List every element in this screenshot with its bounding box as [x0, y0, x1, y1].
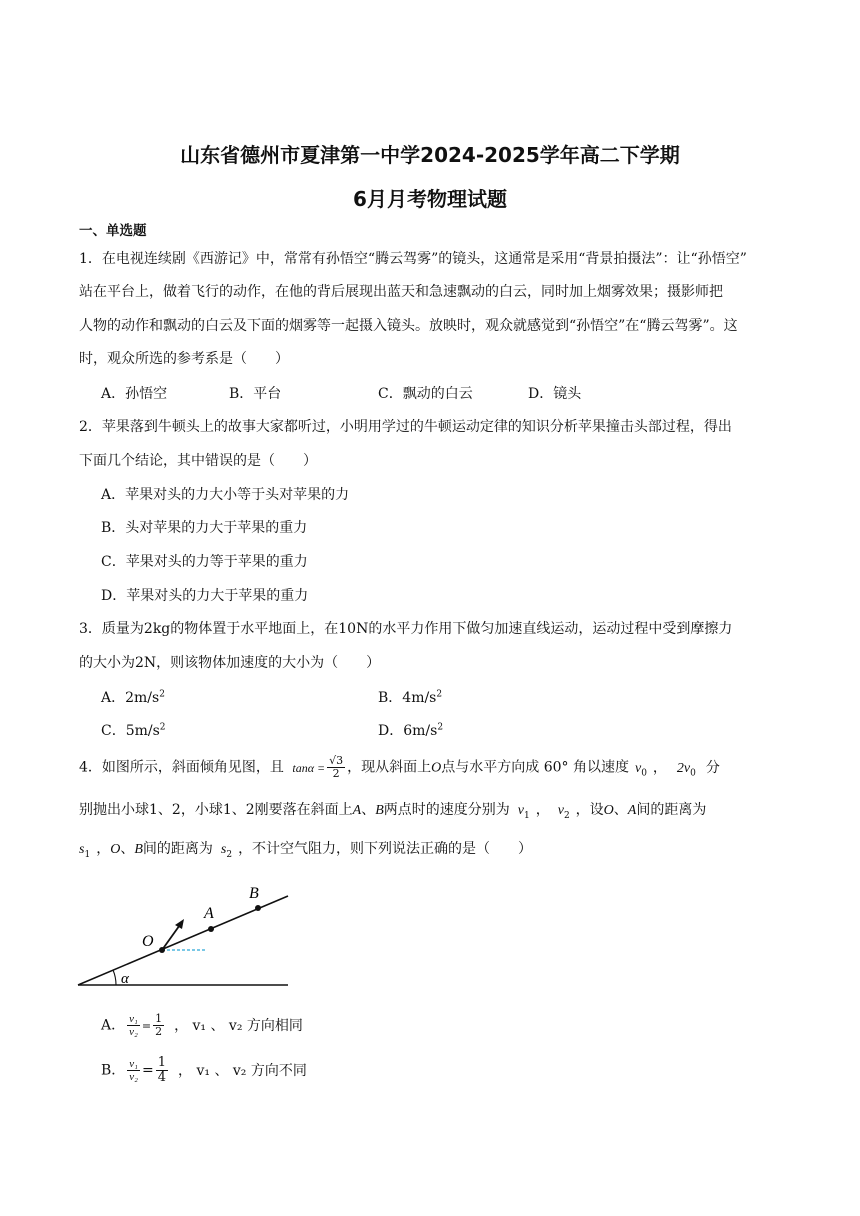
- label-a: A: [204, 905, 214, 922]
- q2-option-d: D．苹果对头的力大于苹果的重力: [101, 588, 309, 604]
- q1-option-c: C．飘动的白云: [378, 386, 473, 402]
- q1-option-b: B．平台: [229, 386, 282, 402]
- label-alpha: α: [121, 971, 129, 987]
- label-b: B: [249, 885, 259, 902]
- exam-title: 山东省德州市夏津第一中学2024-2025学年高二下学期: [180, 143, 680, 167]
- q1-text-line3: 人物的动作和飘动的白云及下面的烟雾等一起摄入镜头。放映时，观众就感觉到“孙悟空”在“腾云驾雾”。这: [79, 318, 738, 334]
- q2-text-line2: 下面几个结论，其中错误的是（ ）: [79, 453, 317, 469]
- q2-option-c: C．苹果对头的力等于苹果的重力: [101, 554, 308, 570]
- q4-option-a: A． $\frac{\text{v₁}}{\text{v₂}}$ = $\frac{1}{2}$ ， v₁ 、 v₂ 方向相同: [101, 1012, 303, 1038]
- point-o: [159, 947, 165, 953]
- point-b: [255, 905, 261, 911]
- q3-option-d: D．$6m/s^2$: [378, 722, 444, 739]
- q4-option-b: B． $\frac{\text{v₁}}{\text{v₂}}$ = $\frac{1}{4}$ ， v₁ 、 v₂ 方向不同: [101, 1055, 307, 1085]
- incline-figure: [76, 880, 296, 992]
- q2-option-b: B．头对苹果的力大于苹果的重力: [101, 520, 308, 536]
- q4-text-line1: 4．如图所示，斜面倾角见图，且 tanα = $\frac{√3}{2}$ ，现从斜面上O点与水平方向成 60° 角以速度 $v_0$ ， $2v_0$ 分: [79, 754, 720, 780]
- tan-fraction: $\frac{√3}{2}$: [329, 754, 344, 780]
- q3-option-a: A．$2m/s^2$: [101, 689, 165, 706]
- q1-option-d: D．镜头: [528, 386, 582, 402]
- q3-text-line1: 3．质量为2kg的物体置于水平地面上，在10N的水平力作用下做匀加速直线运动，运动过程中受到摩擦力: [79, 621, 733, 637]
- section-heading: 一、单选题: [79, 223, 147, 239]
- q3-option-c: C．$5m/s^2$: [101, 722, 166, 739]
- q1-text-line1: 1．在电视连续剧《西游记》中，常常有孙悟空“腾云驾雾”的镜头，这通常是采用“背景拍摄法”：让“孙悟空”: [79, 251, 747, 267]
- q1-option-a: A．孙悟空: [101, 386, 168, 402]
- q4-text-line3: $s_1$ ，O、B间的距离为 $s_2$ ，不计空气阻力，则下列说法正确的是（ ）: [79, 841, 533, 860]
- q3-option-b: B．$4m/s^2$: [378, 689, 443, 706]
- q1-text-line4: 时，观众所选的参考系是（ ）: [79, 351, 289, 367]
- label-o: O: [142, 933, 154, 950]
- q3-text-line2: 的大小为2N，则该物体加速度的大小为（ ）: [79, 655, 381, 671]
- angle-arc: [113, 970, 116, 985]
- q4-text-line2: 别抛出小球1、2，小球1、2刚要落在斜面上A、B两点时的速度分别为 $v_1$ ， $v_2$ ，设O、A间的距离为: [79, 802, 707, 821]
- point-a: [208, 926, 214, 932]
- q1-text-line2: 站在平台上，做着飞行的动作，在他的背后展现出蓝天和急速飘动的白云，同时加上烟雾效果；摄影师把: [79, 284, 723, 300]
- q2-text-line1: 2．苹果落到牛顿头上的故事大家都听过，小明用学过的牛顿运动定律的知识分析苹果撞击头部过程，得出: [79, 419, 732, 435]
- arrow-head-icon: [175, 919, 184, 929]
- q2-option-a: A．苹果对头的力大小等于头对苹果的力: [101, 487, 350, 503]
- exam-subtitle: 6月月考物理试题: [353, 187, 507, 211]
